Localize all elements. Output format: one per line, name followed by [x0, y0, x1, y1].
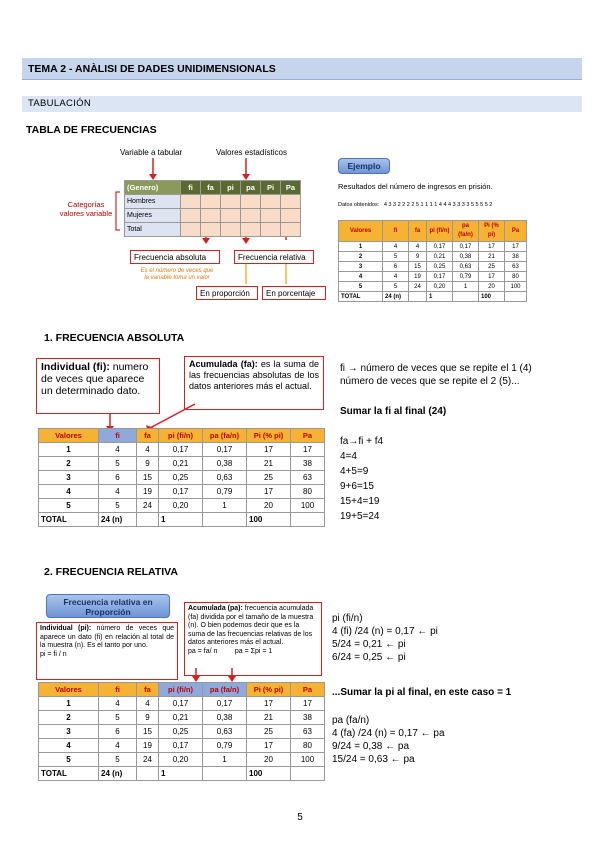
s1-head-valores: Valores — [39, 429, 99, 443]
section2-notes-pi — [332, 612, 582, 664]
ex-head-Pa: Pa — [505, 221, 527, 242]
ex-head-Pi: Pi (% pi) — [479, 221, 505, 242]
diagram-head-Pa: Pa — [281, 181, 301, 195]
section1-title: 1. FRECUENCIA ABSOLUTA — [44, 332, 185, 344]
s1-head-Pi: Pi (% pi) — [247, 429, 291, 443]
diagram-stats-label: Valores estadísticos — [216, 148, 287, 157]
section2-pa-1: pa (fa/n) — [332, 715, 370, 726]
s1-head-pa: pa (fa/n) — [203, 429, 247, 443]
example-table — [338, 220, 527, 302]
table-row: 2 5 9 0,21 0,38 21 38 — [39, 711, 325, 725]
table-row: 3 6 15 0,25 0,63 25 63 — [39, 725, 325, 739]
section1-calc — [340, 434, 383, 524]
ex-head-pi: pi (fi/n) — [427, 221, 453, 242]
section2-title: 2. FRECUENCIA RELATIVA — [44, 566, 178, 578]
table-row: 2 5 9 0,21 0,38 21 38 — [39, 457, 325, 471]
section2-pill[interactable]: Frecuencia relativa en Proporción — [46, 594, 170, 618]
section2-pa-3: 9/24 = 0,38 ← pa — [332, 741, 410, 752]
ex-head-pa: pa (fa/n) — [453, 221, 479, 242]
table-row: 4 4 19 0,17 0,79 17 80 — [39, 739, 325, 753]
table-row: 3 6 15 0,25 0,63 25 63 — [339, 262, 527, 272]
example-data-line — [338, 202, 492, 208]
ex-head-fa: fa — [409, 221, 427, 242]
section1-calc-6: 19+5=24 — [340, 511, 380, 522]
s1-head-fa: fa — [137, 429, 159, 443]
s1-head-pi: pi (fi/n) — [159, 429, 203, 443]
s2-head-fa: fa — [137, 683, 159, 697]
section2-acum-formula: pa = fa/ n pa = Σpi = 1 — [188, 647, 273, 655]
example-title: Resultados del número de ingresos en prisión. — [338, 182, 493, 191]
table-row: 1 4 4 0,17 0,17 17 17 — [39, 443, 325, 457]
diagram-rel-label: Frecuencia relativa — [234, 250, 314, 264]
section2-table — [38, 682, 325, 781]
section2-pa-4: 15/24 = 0,63 ← pa — [332, 754, 415, 765]
diagram-head-pa: pa — [241, 181, 261, 195]
diagram-categories-label: Categorías valores variable — [59, 200, 113, 218]
s1-head-fi: fi — [99, 429, 137, 443]
section2-pa-2: 4 (fa) /24 (n) = 0,17 ← pa — [332, 728, 445, 739]
section1-calc-4: 9+6=15 — [340, 481, 374, 492]
s2-head-pa: pa (fa/n) — [203, 683, 247, 697]
s2-head-Pa: Pa — [291, 683, 325, 697]
section2-pi-4: 6/24 = 0,25 ← pi — [332, 652, 406, 663]
section2-pi-2: 4 (fi) /24 (n) = 0,17 ← pi — [332, 626, 438, 637]
table-row: 4 4 19 0,17 0,79 17 80 — [39, 485, 325, 499]
section1-individual-title: Individual (fi): — [41, 361, 110, 373]
diagram-row-mujeres: Mujeres — [125, 209, 181, 223]
table-total-row: TOTAL 24 (n) 1 100 — [39, 513, 325, 527]
table-row: 1 4 4 0,17 0,17 17 17 — [339, 242, 527, 252]
diagram-row-hombres: Hombres — [125, 195, 181, 209]
section1-calc-5: 15+4=19 — [340, 496, 380, 507]
section1-table — [38, 428, 325, 527]
section2-acum-text: frecuencia acumulada (fa) dividida por el tamaño de la muestra (n). O bien podemos decir que es la suma de las frecuencias relativas de los datos anteriores más el actual. — [188, 605, 314, 646]
diagram-head-fi: fi — [181, 181, 201, 195]
diagram-row-total: Total — [125, 223, 181, 237]
s2-head-Pi: Pi (% pi) — [247, 683, 291, 697]
section2-pi-3: 5/24 = 0,21 ← pi — [332, 639, 406, 650]
table-row: 1 4 4 0,17 0,17 17 17 — [39, 697, 325, 711]
section1-individual-text: numero de veces que aparece un determinado dato. — [41, 361, 149, 397]
diagram-prop-label: En proporción — [196, 286, 258, 300]
table-row: 2 5 9 0,21 0,38 21 38 — [339, 252, 527, 262]
ex-head-fi: fi — [383, 221, 409, 242]
section1-note-2: número de veces que se repite el 2 (5)... — [340, 376, 520, 387]
page-number: 5 — [297, 812, 303, 823]
section1-calc-1: fa→fi + f4 — [340, 436, 384, 447]
table-row: 5 5 24 0,20 1 20 100 — [39, 499, 325, 513]
section2-individual-title: Individual (pi): — [40, 625, 92, 632]
diagram-head-pi: pi — [221, 181, 241, 195]
s1-head-Pa: Pa — [291, 429, 325, 443]
table-row: 3 6 15 0,25 0,63 25 63 — [39, 471, 325, 485]
section-header: TABULACIÓN — [22, 96, 582, 112]
section1-acum-text: es la suma de las frecuencias absolutas de los datos anteriores más el actual. — [189, 359, 319, 391]
ex-head-valores: Valores — [339, 221, 383, 242]
section2-individual-box — [36, 622, 178, 680]
diagram-abs-label: Frecuencia absoluta — [130, 250, 220, 264]
example-data-values: 4 3 3 2 2 2 2 5 1 1 1 1 4 4 4 3 3 3 3 5 5 5 5 2 — [383, 202, 493, 208]
section1-notes — [340, 362, 580, 388]
diagram-table — [124, 180, 301, 237]
example-panel — [334, 154, 582, 304]
section2-acum-title: Acumulada (pa): — [188, 605, 243, 612]
table-row: 4 4 19 0,17 0,79 17 80 — [339, 272, 527, 282]
table-row: 5 5 24 0,20 1 20 100 — [39, 753, 325, 767]
page-header: TEMA 2 - ANÀLISI DE DADES UNIDIMENSIONALS — [22, 58, 582, 80]
table-total-row: TOTAL 24 (n) 1 100 — [339, 292, 527, 302]
diagram-abs-note: Es el número de veces que la variable toma un valor — [140, 268, 214, 281]
section2-individual-formula: pi = fi / n — [40, 650, 67, 658]
table-section-title: TABLA DE FRECUENCIAS — [26, 124, 157, 136]
frequency-table-diagram — [58, 144, 326, 304]
diagram-head-fa: fa — [201, 181, 221, 195]
diagram-variable-label: Variable a tabular — [120, 148, 183, 157]
diagram-head-Pi: Pi — [261, 181, 281, 195]
section1-sum-title: Sumar la fi al final (24) — [340, 406, 447, 417]
table-total-row: TOTAL 24 (n) 1 100 — [39, 767, 325, 781]
section1-note-1: fi → número de veces que se repite el 1 (4) — [340, 363, 532, 374]
section1-calc-3: 4+5=9 — [340, 466, 369, 477]
section1-calc-2: 4=4 — [340, 451, 357, 462]
diagram-head-genero: (Genero) — [125, 181, 181, 195]
section2-sum-title: ...Sumar la pi al final, en este caso = 1 — [332, 687, 512, 698]
section2-individual-text: número de veces que aparece un dato (fi) en relación al total de la muestra (n). Es el tanto por uno. — [40, 625, 175, 649]
section1-acum-title: Acumulada (fa): — [189, 359, 258, 369]
section2-arrows — [180, 660, 260, 684]
example-button[interactable]: Ejemplo — [338, 158, 390, 174]
diagram-pct-label: En porcentaje — [262, 286, 326, 300]
section2-pi-1: pi (fi/n) — [332, 613, 363, 624]
s2-head-pi: pi (fi/n) — [159, 683, 203, 697]
example-data-label: Datos obtenidos: — [338, 202, 380, 208]
table-row: 5 5 24 0,20 1 20 100 — [339, 282, 527, 292]
s2-head-valores: Valores — [39, 683, 99, 697]
section2-notes-pa — [332, 714, 582, 766]
s2-head-fi: fi — [99, 683, 137, 697]
